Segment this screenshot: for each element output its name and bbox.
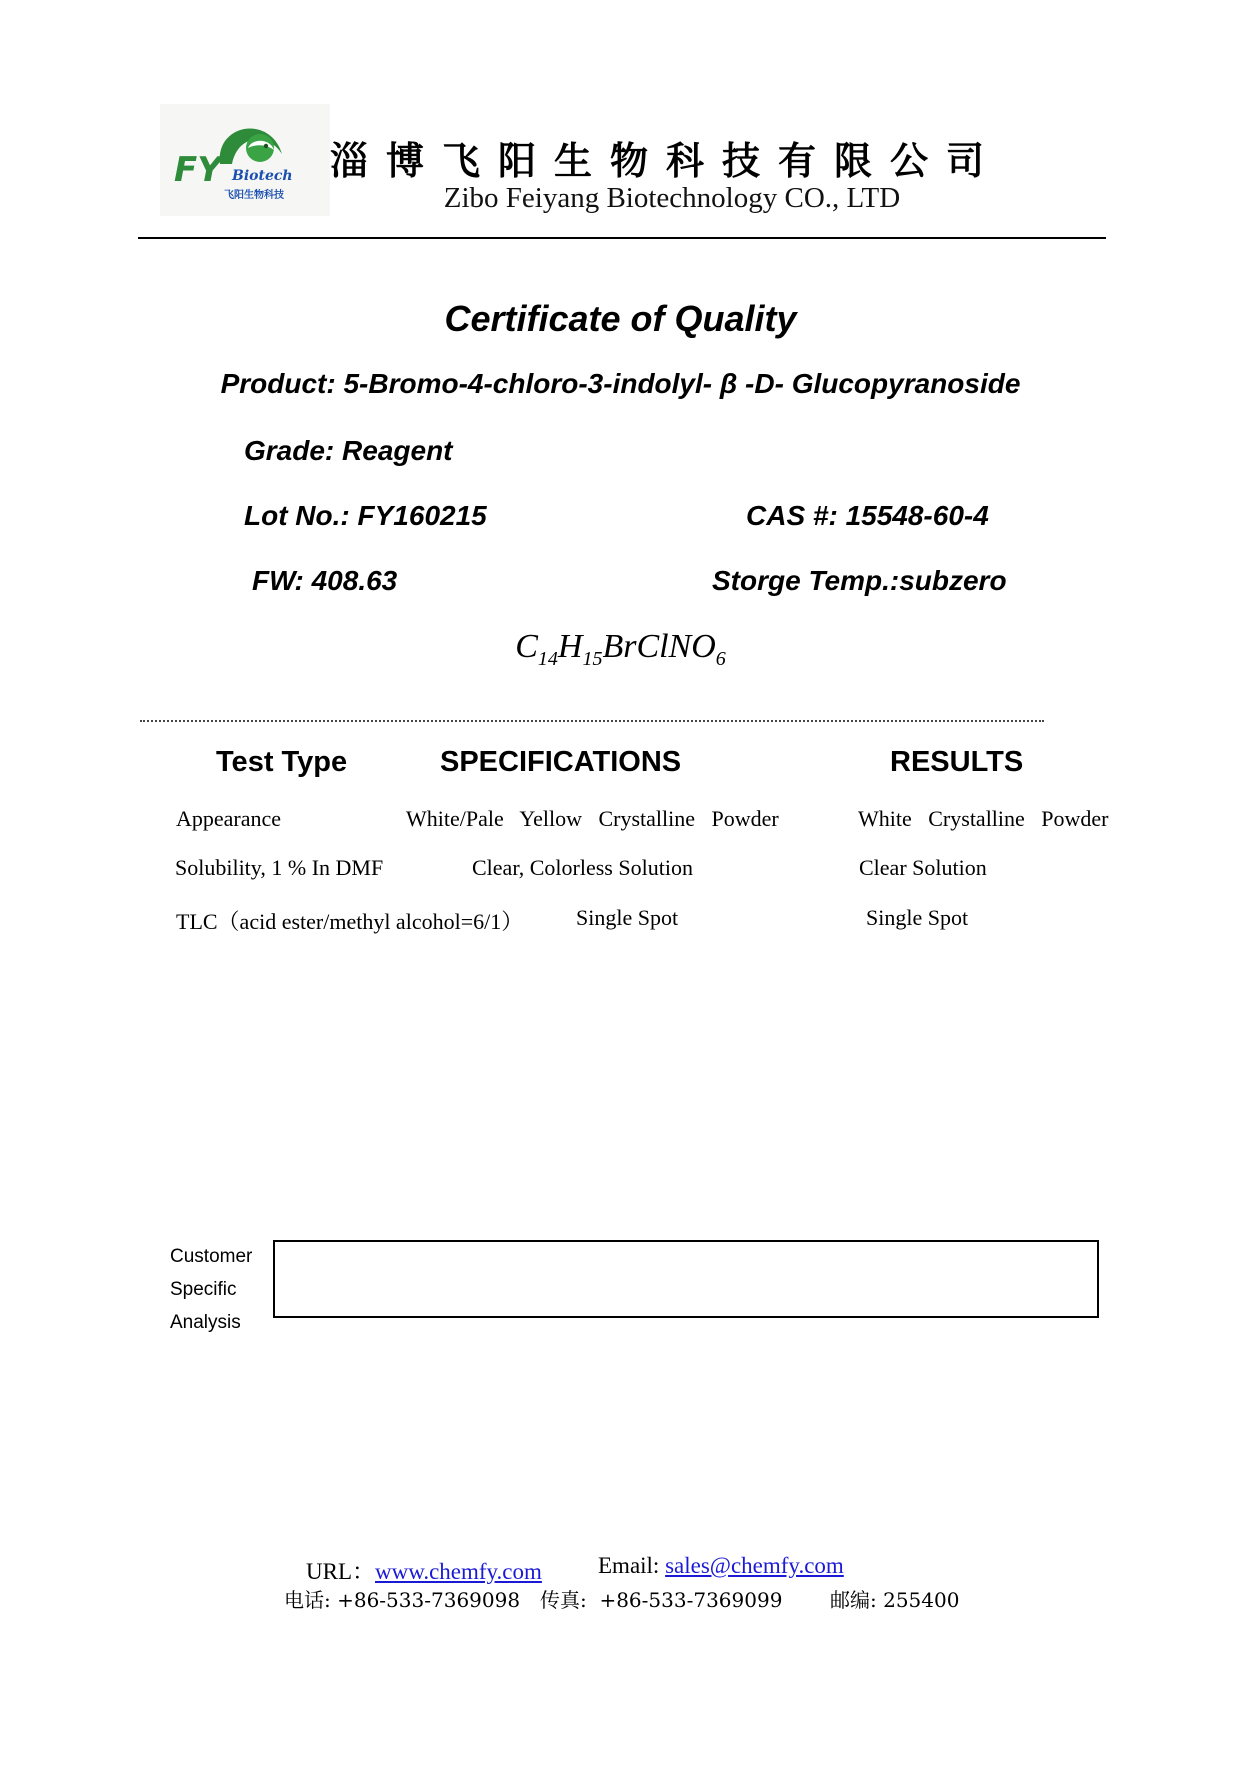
website-link[interactable]: www.chemfy.com xyxy=(375,1559,542,1584)
row-test-type: Appearance xyxy=(176,806,282,831)
company-name-en: Zibo Feiyang Biotechnology CO., LTD xyxy=(443,182,901,214)
cas-number: CAS #: 15548-60-4 xyxy=(746,500,989,531)
row-specification: Single Spot xyxy=(576,905,679,930)
grade: Grade: Reagent xyxy=(244,435,453,466)
header-divider xyxy=(138,237,1106,239)
logo-cn: 飞阳生物科技 xyxy=(224,190,284,201)
section-divider xyxy=(140,720,1044,722)
customer-analysis-box xyxy=(273,1240,1099,1318)
company-name-cn: 淄博飞阳生物科技有限公司 xyxy=(330,139,1003,183)
footer-email: Email: sales@chemfy.com xyxy=(598,1553,844,1578)
footer-phone: 电话: +86-533-7369098 xyxy=(284,1588,521,1612)
company-logo xyxy=(160,104,330,216)
footer-fax: 传真: +86-533-7369099 xyxy=(540,1588,783,1612)
row-test-type: TLC（acid ester/methyl alcohol=6/1） xyxy=(176,909,524,934)
column-header-test-type: Test Type xyxy=(216,746,348,778)
molecular-formula: $C_{14}H_{15}BrClNO_6$ xyxy=(515,628,726,670)
logo-mark: FY xyxy=(174,150,222,190)
email-link[interactable]: sales@chemfy.com xyxy=(665,1553,844,1578)
product-name: Product: 5-Bromo-4-chloro-3-indolyl- β -D- Glucopyranoside xyxy=(220,368,1021,399)
footer-postcode: 邮编: 255400 xyxy=(830,1588,960,1612)
storage-temperature: Storge Temp.:subzero xyxy=(712,565,1007,596)
row-test-type: Solubility, 1 % In DMF xyxy=(175,855,384,880)
document-title: Certificate of Quality xyxy=(444,298,797,339)
row-result: Single Spot xyxy=(866,905,969,930)
row-result: White Crystalline Powder xyxy=(858,806,1109,831)
column-header-specifications: SPECIFICATIONS xyxy=(440,746,682,778)
formula-weight: FW: 408.63 xyxy=(252,565,398,596)
footer-url: URL：www.chemfy.com xyxy=(306,1559,542,1584)
row-specification: Clear, Colorless Solution xyxy=(472,855,693,880)
lot-number: Lot No.: FY160215 xyxy=(244,500,487,531)
column-header-results: RESULTS xyxy=(890,746,1024,778)
customer-analysis-label: Customer Specific Analysis xyxy=(170,1246,253,1333)
row-result: Clear Solution xyxy=(859,855,987,880)
logo-sub: Biotech xyxy=(232,168,293,184)
row-specification: White/Pale Yellow Crystalline Powder xyxy=(406,806,779,831)
